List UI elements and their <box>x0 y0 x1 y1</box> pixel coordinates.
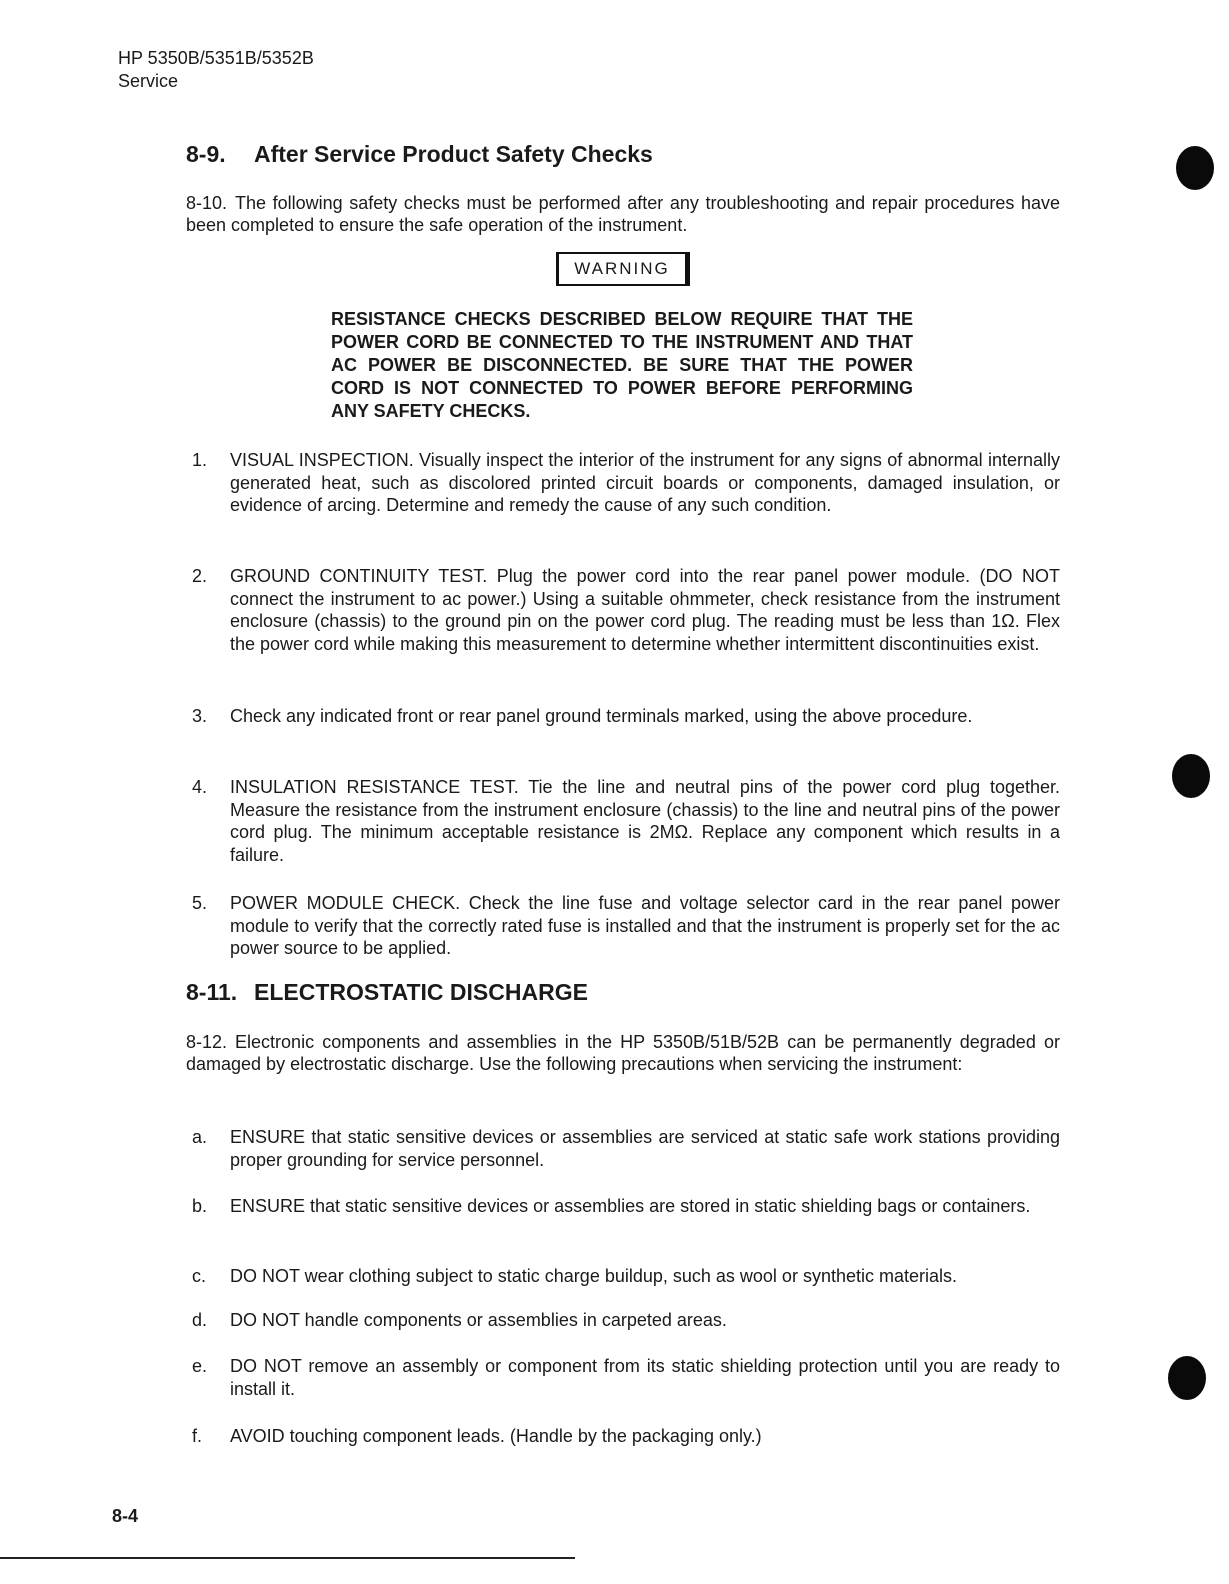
warning-text: RESISTANCE CHECKS DESCRIBED BELOW REQUIRE THAT THE POWER CORD BE CONNECTED TO THE INSTRUMENT AND THAT AC POWER BE DISCONNECTED. BE SURE THAT THE POWER CORD IS NOT CONNECTED TO POWER BEFORE PERFORMING ANY SAFETY CHECKS. <box>331 309 913 421</box>
precaution-item <box>192 1126 1060 1171</box>
page-header <box>118 47 314 93</box>
item-marker: b. <box>192 1196 208 1216</box>
item-text: ENSURE that static sensitive devices or assemblies are stored in static shielding bags or containers. <box>230 1196 1031 1216</box>
item-text: ENSURE that static sensitive devices or assemblies are serviced at static safe work stations providing proper grounding for service personnel. <box>230 1127 1060 1170</box>
binder-hole-mark <box>1172 754 1210 798</box>
item-text: DO NOT remove an assembly or component from its static shielding protection until you are ready to install it. <box>230 1356 1060 1399</box>
section-8-9-heading <box>186 141 653 168</box>
item-text: DO NOT handle components or assemblies in carpeted areas. <box>230 1310 727 1330</box>
paragraph-number: 8-10. <box>186 193 228 213</box>
section-number: 8-9. <box>186 141 226 167</box>
paragraph-text: The following safety checks must be performed after any troubleshooting and repair procedures have been completed to ensure the safe operation of the instrument. <box>186 193 1060 235</box>
safety-check-item <box>192 776 1060 866</box>
item-marker: 1. <box>192 450 208 470</box>
safety-check-item <box>192 892 1060 960</box>
item-text: Check any indicated front or rear panel ground terminals marked, using the above procedure. <box>230 706 973 726</box>
precaution-item <box>192 1265 1060 1288</box>
item-marker: 5. <box>192 893 208 913</box>
section-name: Service <box>118 71 179 91</box>
section-8-11-heading <box>186 979 588 1006</box>
precaution-item <box>192 1355 1060 1400</box>
item-text: DO NOT wear clothing subject to static charge buildup, such as wool or synthetic materials. <box>230 1266 957 1286</box>
binder-hole-mark <box>1168 1356 1206 1400</box>
item-marker: a. <box>192 1127 208 1147</box>
precaution-item <box>192 1425 1060 1448</box>
section-number: 8-11. <box>186 979 238 1005</box>
section-title: ELECTROSTATIC DISCHARGE <box>254 979 588 1005</box>
model-number: HP 5350B/5351B/5352B <box>118 48 314 68</box>
item-text: VISUAL INSPECTION. Visually inspect the interior of the instrument for any signs of abnormal internally generated heat, such as discolored printed circuit boards or components, damaged insulation, or evidence of arcing. Determine and remedy the cause of any such condition. <box>230 450 1060 515</box>
item-marker: c. <box>192 1266 207 1286</box>
section-title: After Service Product Safety Checks <box>254 141 653 167</box>
item-text: INSULATION RESISTANCE TEST. Tie the line and neutral pins of the power cord plug together. Measure the resistance from the instrument enclosure (chassis) to the line and neutral pins of the power cord plug. The minimum acceptable resistance is 2MΩ. Replace any component which results in a failure. <box>230 777 1060 865</box>
safety-check-item <box>192 565 1060 655</box>
safety-check-item <box>192 449 1060 517</box>
item-marker: 3. <box>192 706 208 726</box>
binder-hole-mark <box>1176 146 1214 190</box>
item-text: POWER MODULE CHECK. Check the line fuse and voltage selector card in the rear panel power module to verify that the correctly rated fuse is installed and that the instrument is properly set for the ac power source to be applied. <box>230 893 1060 958</box>
item-text: AVOID touching component leads. (Handle by the packaging only.) <box>230 1426 762 1446</box>
precaution-item <box>192 1309 1060 1332</box>
paragraph-number: 8-12. <box>186 1032 228 1052</box>
item-marker: f. <box>192 1426 203 1446</box>
item-marker: d. <box>192 1310 208 1330</box>
item-marker: 4. <box>192 777 208 797</box>
item-marker: 2. <box>192 566 208 586</box>
safety-check-item <box>192 705 1060 728</box>
item-marker: e. <box>192 1356 208 1376</box>
item-text: GROUND CONTINUITY TEST. Plug the power cord into the rear panel power module. (DO NOT connect the instrument to ac power.) Using a suitable ohmmeter, check resistance from the instrument enclosure (chassis) to the ground pin on the power cord plug. The reading must be less than 1Ω. Flex the power cord while making this measurement to determine whether intermittent discontinuities exist. <box>230 566 1060 654</box>
precaution-item <box>192 1195 1060 1218</box>
footer-rule <box>0 1557 575 1559</box>
page-number: 8-4 <box>112 1506 139 1526</box>
paragraph-8-10 <box>186 192 1060 236</box>
paragraph-text: Electronic components and assemblies in the HP 5350B/51B/52B can be permanently degraded or damaged by electrostatic discharge. Use the following precautions when servicing the instrument: <box>186 1032 1060 1074</box>
warning-label: WARNING <box>556 252 690 286</box>
paragraph-8-12 <box>186 1031 1060 1075</box>
